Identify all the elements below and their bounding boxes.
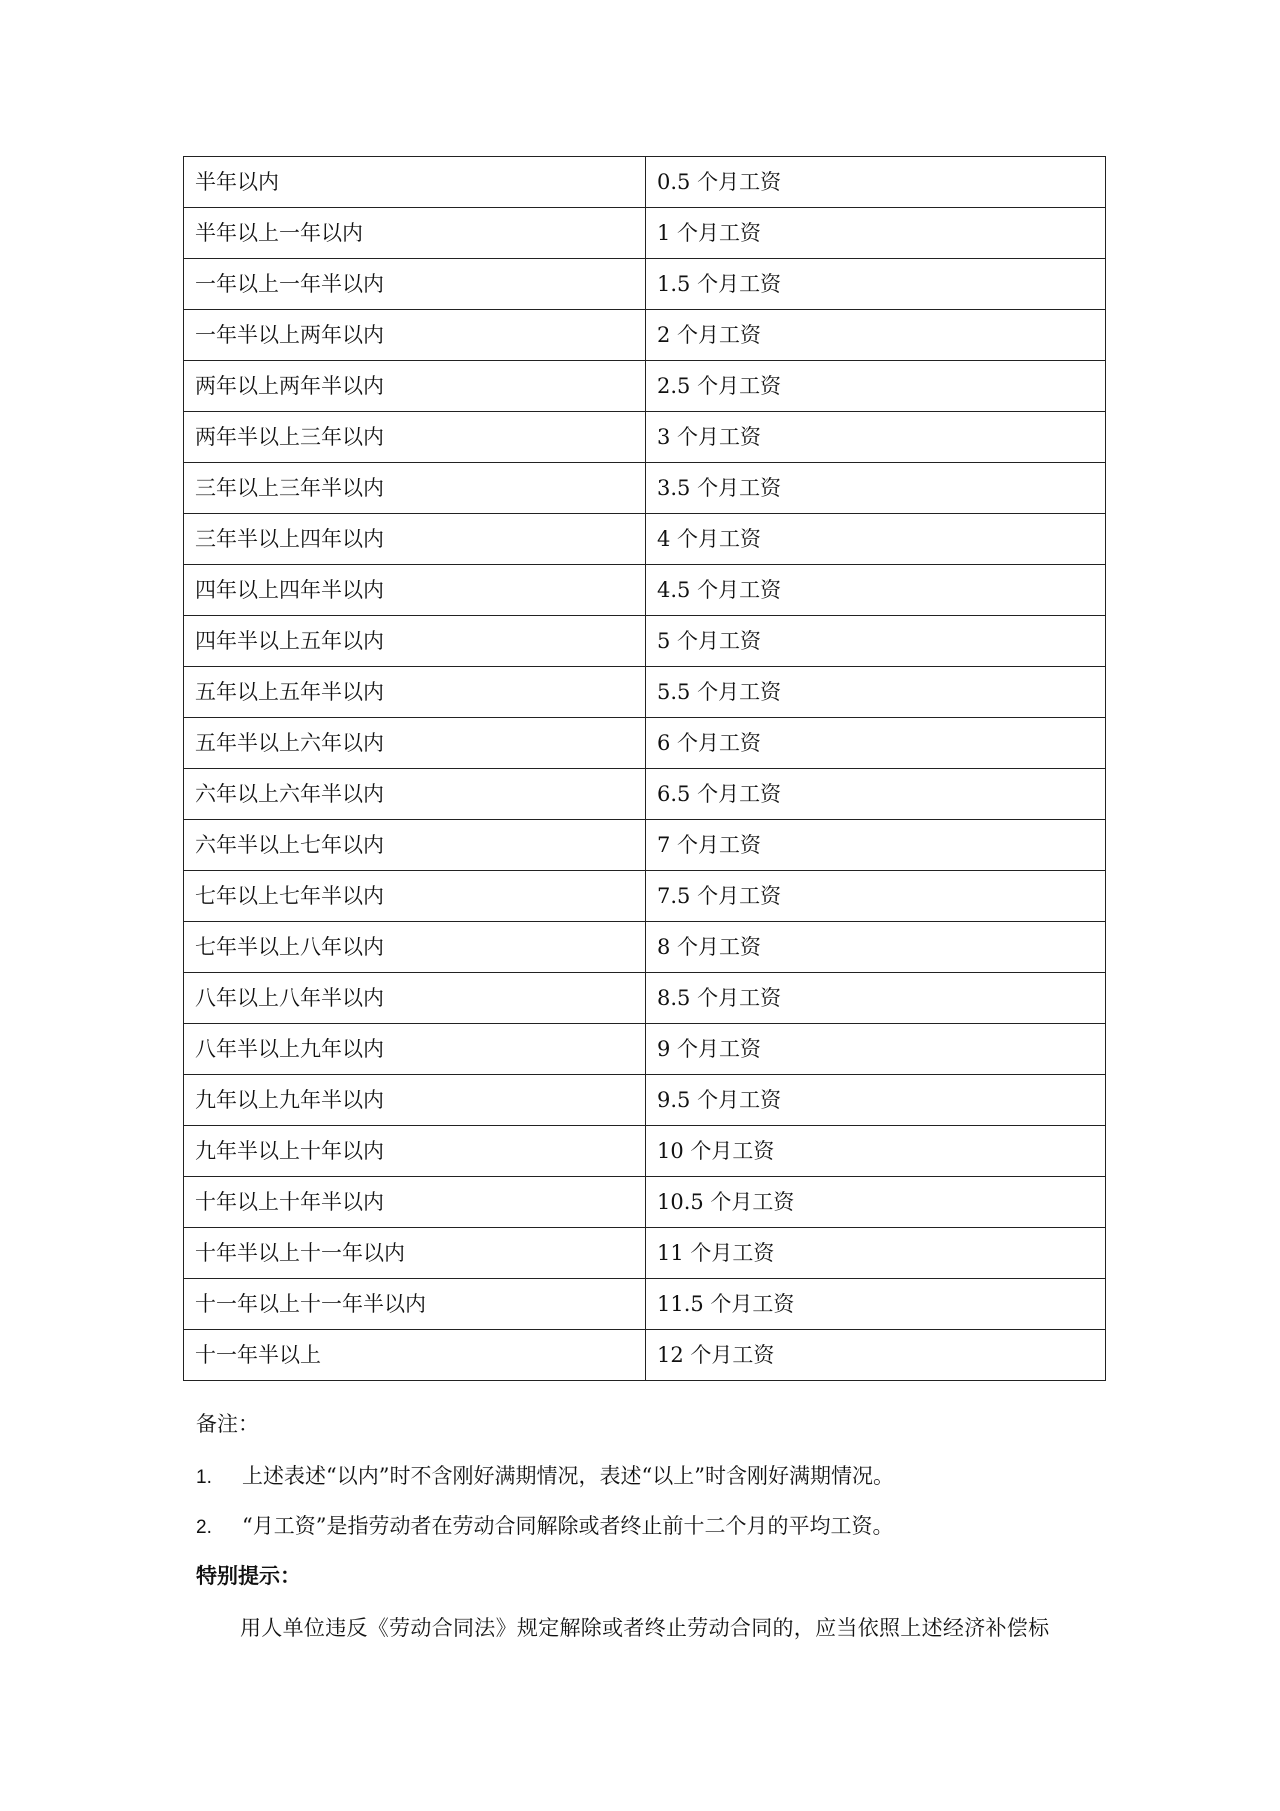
period-cell: 九年半以上十年以内 — [184, 1126, 646, 1177]
period-cell: 五年半以上六年以内 — [184, 718, 646, 769]
note-text: 上述表述“以内”时不含刚好满期情况，表述“以上”时含刚好满期情况。 — [242, 1464, 894, 1488]
period-cell: 半年以内 — [184, 157, 646, 208]
period-cell: 半年以上一年以内 — [184, 208, 646, 259]
compensation-cell: 5.5 个月工资 — [646, 667, 1106, 718]
table-row — [184, 463, 1106, 514]
period-cell: 一年以上一年半以内 — [184, 259, 646, 310]
table-row — [184, 514, 1106, 565]
compensation-cell: 2 个月工资 — [646, 310, 1106, 361]
period-cell: 十一年以上十一年半以内 — [184, 1279, 646, 1330]
period-cell: 十年半以上十一年以内 — [184, 1228, 646, 1279]
table-row — [184, 1024, 1106, 1075]
special-notice-title: 特别提示： — [196, 1563, 301, 1588]
compensation-cell: 4 个月工资 — [646, 514, 1106, 565]
period-cell: 八年以上八年半以内 — [184, 973, 646, 1024]
period-cell: 四年半以上五年以内 — [184, 616, 646, 667]
period-cell: 七年以上七年半以内 — [184, 871, 646, 922]
period-cell: 三年以上三年半以内 — [184, 463, 646, 514]
table-row — [184, 412, 1106, 463]
table-row — [184, 667, 1106, 718]
table-row — [184, 259, 1106, 310]
table-row — [184, 565, 1106, 616]
period-cell: 四年以上四年半以内 — [184, 565, 646, 616]
compensation-cell: 5 个月工资 — [646, 616, 1106, 667]
table-row — [184, 769, 1106, 820]
note-number: 2. — [196, 1517, 212, 1538]
period-cell: 七年半以上八年以内 — [184, 922, 646, 973]
compensation-cell: 8.5 个月工资 — [646, 973, 1106, 1024]
compensation-cell: 0.5 个月工资 — [646, 157, 1106, 208]
compensation-cell: 3 个月工资 — [646, 412, 1106, 463]
table-row — [184, 208, 1106, 259]
period-cell: 九年以上九年半以内 — [184, 1075, 646, 1126]
table-row — [184, 361, 1106, 412]
special-notice-body: 用人单位违反《劳动合同法》规定解除或者终止劳动合同的，应当依照上述经济补偿标 — [240, 1616, 1050, 1640]
compensation-cell: 6.5 个月工资 — [646, 769, 1106, 820]
compensation-cell: 7 个月工资 — [646, 820, 1106, 871]
table-row — [184, 973, 1106, 1024]
compensation-cell: 11 个月工资 — [646, 1228, 1106, 1279]
period-cell: 两年以上两年半以内 — [184, 361, 646, 412]
table-row — [184, 922, 1106, 973]
compensation-cell: 4.5 个月工资 — [646, 565, 1106, 616]
table-row — [184, 871, 1106, 922]
table-row — [184, 820, 1106, 871]
compensation-table — [183, 156, 1106, 1381]
period-cell: 十一年半以上 — [184, 1330, 646, 1381]
table-row — [184, 1177, 1106, 1228]
compensation-cell: 8 个月工资 — [646, 922, 1106, 973]
compensation-cell: 1 个月工资 — [646, 208, 1106, 259]
period-cell: 两年半以上三年以内 — [184, 412, 646, 463]
compensation-cell: 9.5 个月工资 — [646, 1075, 1106, 1126]
period-cell: 一年半以上两年以内 — [184, 310, 646, 361]
period-cell: 六年半以上七年以内 — [184, 820, 646, 871]
compensation-cell: 2.5 个月工资 — [646, 361, 1106, 412]
period-cell: 八年半以上九年以内 — [184, 1024, 646, 1075]
notes-title: 备注： — [196, 1412, 259, 1436]
note-number: 1. — [196, 1467, 212, 1488]
compensation-table-body — [184, 157, 1106, 1381]
note-item-2 — [196, 1511, 893, 1543]
compensation-cell: 3.5 个月工资 — [646, 463, 1106, 514]
note-item-1 — [196, 1461, 894, 1493]
table-row — [184, 1279, 1106, 1330]
period-cell: 三年半以上四年以内 — [184, 514, 646, 565]
table-row — [184, 718, 1106, 769]
table-row — [184, 616, 1106, 667]
table-row — [184, 1075, 1106, 1126]
compensation-cell: 7.5 个月工资 — [646, 871, 1106, 922]
period-cell: 十年以上十年半以内 — [184, 1177, 646, 1228]
compensation-cell: 10.5 个月工资 — [646, 1177, 1106, 1228]
table-row — [184, 157, 1106, 208]
period-cell: 六年以上六年半以内 — [184, 769, 646, 820]
compensation-cell: 1.5 个月工资 — [646, 259, 1106, 310]
table-row — [184, 1228, 1106, 1279]
table-row — [184, 1126, 1106, 1177]
table-row — [184, 1330, 1106, 1381]
note-text: “月工资”是指劳动者在劳动合同解除或者终止前十二个月的平均工资。 — [242, 1514, 894, 1538]
compensation-cell: 12 个月工资 — [646, 1330, 1106, 1381]
period-cell: 五年以上五年半以内 — [184, 667, 646, 718]
compensation-cell: 6 个月工资 — [646, 718, 1106, 769]
table-row — [184, 310, 1106, 361]
compensation-cell: 11.5 个月工资 — [646, 1279, 1106, 1330]
compensation-cell: 9 个月工资 — [646, 1024, 1106, 1075]
compensation-cell: 10 个月工资 — [646, 1126, 1106, 1177]
